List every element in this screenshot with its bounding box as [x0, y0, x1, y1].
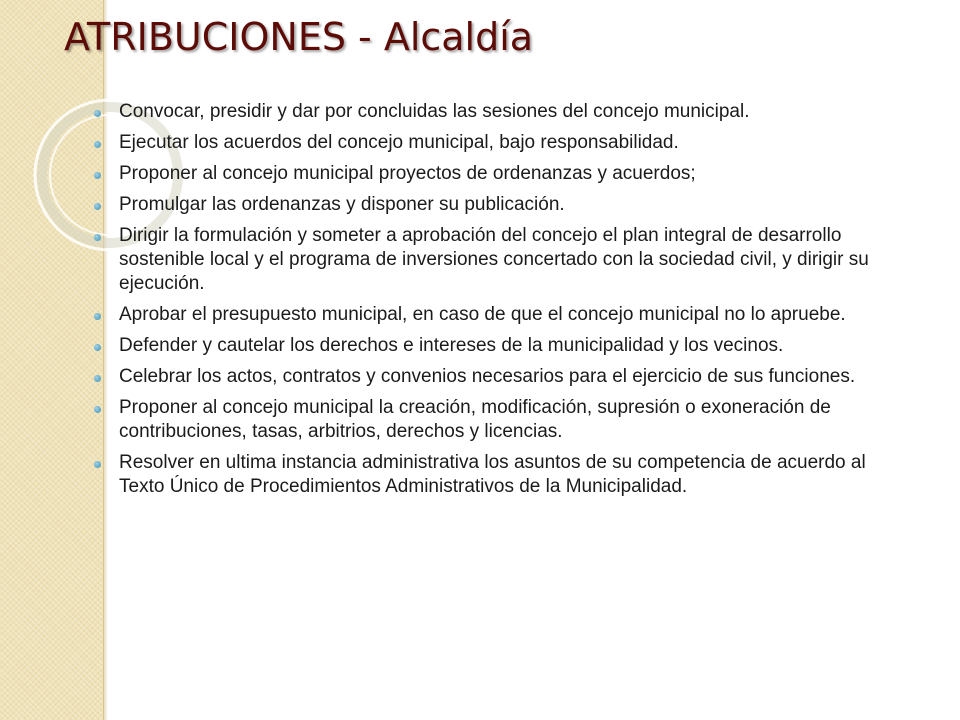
list-item-text: Aprobar el presupuesto municipal, en caso de que el concejo municipal no lo apruebe. [119, 304, 846, 325]
list-item [92, 162, 892, 186]
bullet-dot-icon [94, 110, 101, 117]
list-item [92, 451, 892, 499]
attributions-list [92, 100, 892, 506]
bullet-dot-icon [94, 203, 101, 210]
list-item [92, 224, 892, 296]
bullet-dot-icon [94, 234, 101, 241]
list-item [92, 365, 892, 389]
bullet-dot-icon [94, 172, 101, 179]
bullet-dot-icon [94, 375, 101, 382]
list-item [92, 303, 892, 327]
bullet-dot-icon [94, 141, 101, 148]
slide-title: ATRIBUCIONES - Alcaldía [64, 15, 534, 59]
list-item [92, 131, 892, 155]
bullet-dot-icon [94, 461, 101, 468]
list-item [92, 396, 892, 444]
list-item-text: Defender y cautelar los derechos e intereses de la municipalidad y los vecinos. [119, 335, 784, 356]
list-item-text: Ejecutar los acuerdos del concejo municipal, bajo responsabilidad. [119, 132, 679, 153]
list-item-text: Promulgar las ordenanzas y disponer su publicación. [119, 194, 565, 215]
list-item-text: Convocar, presidir y dar por concluidas las sesiones del concejo municipal. [119, 101, 750, 122]
list-item-text: Dirigir la formulación y someter a aprobación del concejo el plan integral de desarrollo sostenible local y el programa de inversiones concertado con la sociedad civil, y dirigir su ejecución. [119, 225, 869, 294]
list-item [92, 100, 892, 124]
bullet-dot-icon [94, 406, 101, 413]
bullet-dot-icon [94, 344, 101, 351]
list-item [92, 193, 892, 217]
list-item [92, 334, 892, 358]
list-item-text: Resolver en ultima instancia administrativa los asuntos de su competencia de acuerdo al Texto Único de Procedimientos Administrativos de la Municipalidad. [119, 452, 866, 497]
list-item-text: Proponer al concejo municipal la creación, modificación, supresión o exoneración de contribuciones, tasas, arbitrios, derechos y licencias. [119, 397, 831, 442]
list-item-text: Celebrar los actos, contratos y convenios necesarios para el ejercicio de sus funciones. [119, 366, 856, 387]
list-item-text: Proponer al concejo municipal proyectos de ordenanzas y acuerdos; [119, 163, 696, 184]
bullet-dot-icon [94, 313, 101, 320]
